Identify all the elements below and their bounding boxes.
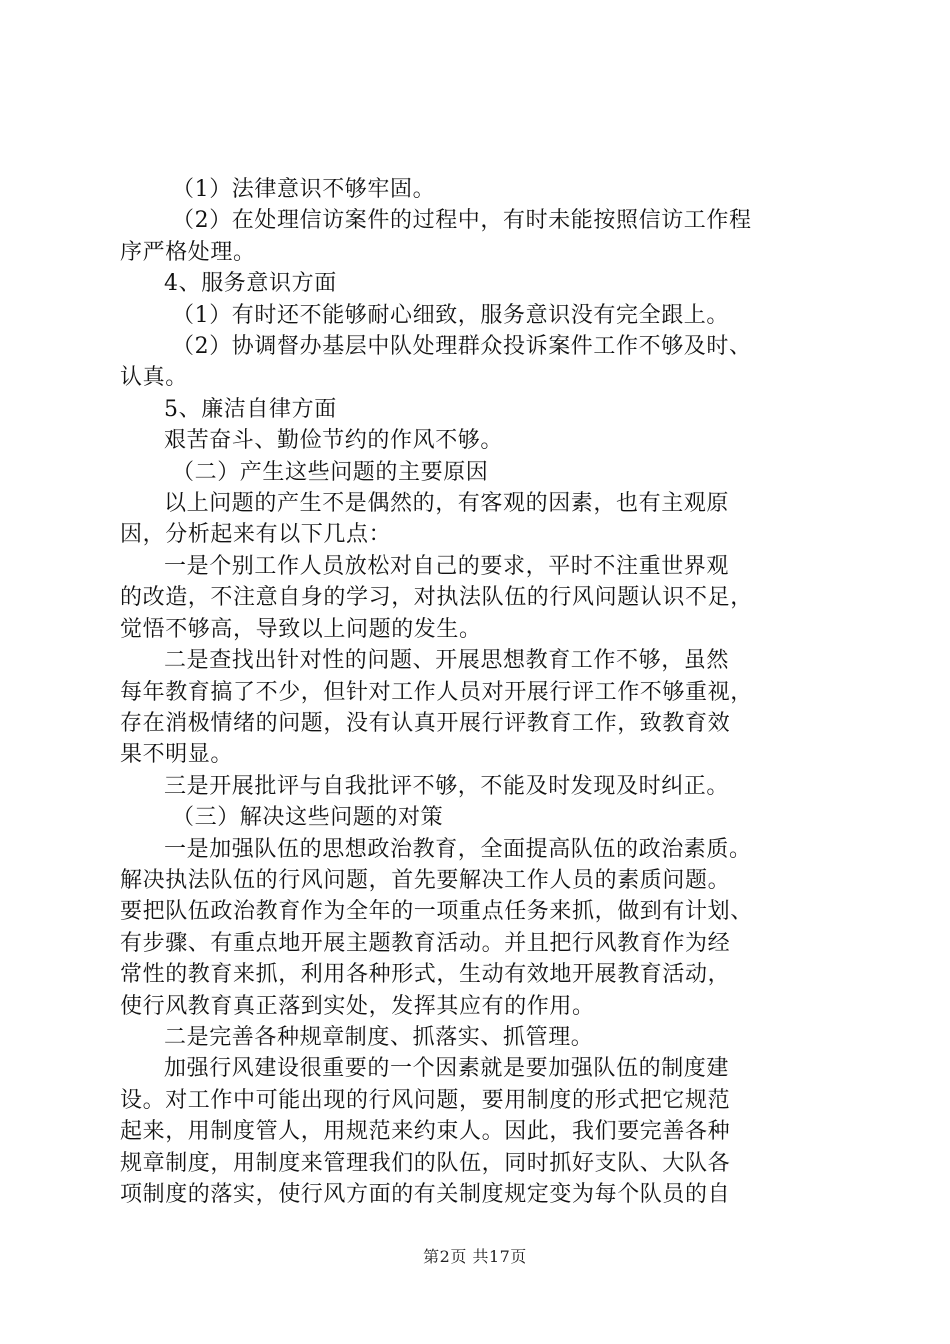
text-line: 常性的教育来抓，利用各种形式，生动有效地开展教育活动， xyxy=(120,962,731,988)
document-body xyxy=(120,174,832,1210)
text-line: 三是开展批评与自我批评不够，不能及时发现及时纠正。 xyxy=(164,773,730,799)
text-line: 一是个别工作人员放松对自己的要求，平时不注重世界观 xyxy=(164,553,730,579)
text-line: 起来，用制度管人，用规范来约束人。因此，我们要完善各种 xyxy=(120,1119,731,1145)
text-line: 艰苦奋斗、勤俭节约的作风不够。 xyxy=(164,428,504,454)
text-line: （2）在处理信访案件的过程中，有时未能按照信访工作程 xyxy=(172,208,752,234)
text-line: 认真。 xyxy=(120,365,188,391)
page-footer: 第2页 共17页 xyxy=(423,1247,527,1266)
text-line: （二）产生这些问题的主要原因 xyxy=(172,459,489,485)
text-line: 序严格处理。 xyxy=(120,239,256,265)
text-line: 以上问题的产生不是偶然的，有客观的因素，也有主观原 xyxy=(164,491,730,517)
text-line: （1）有时还不能够耐心细致，服务意识没有完全跟上。 xyxy=(172,302,729,328)
text-line: 设。对工作中可能出现的行风问题，要用制度的形式把它规范 xyxy=(120,1087,731,1113)
text-line: 规章制度，用制度来管理我们的队伍，同时抓好支队、大队各 xyxy=(120,1150,731,1176)
text-line: 加强行风建设很重要的一个因素就是要加强队伍的制度建 xyxy=(164,1056,730,1082)
text-line: 5、廉洁自律方面 xyxy=(164,396,337,422)
text-line: 解决执法队伍的行风问题，首先要解决工作人员的素质问题。 xyxy=(120,867,731,893)
text-line: 要把队伍政治教育作为全年的一项重点任务来抓，做到有计划、 xyxy=(120,899,753,925)
text-line: 项制度的落实，使行风方面的有关制度规定变为每个队员的自 xyxy=(120,1182,731,1207)
text-line: 存在消极情绪的问题，没有认真开展行评教育工作，致教育效 xyxy=(120,710,731,736)
text-line: 每年教育搞了不少，但针对工作人员对开展行评工作不够重视， xyxy=(120,679,753,705)
text-line: 因，分析起来有以下几点： xyxy=(120,522,392,548)
text-line: （2）协调督办基层中队处理群众投诉案件工作不够及时、 xyxy=(172,334,752,360)
text-line: （1）法律意识不够牢固。 xyxy=(172,177,436,202)
text-line: 使行风教育真正落到实处，发挥其应有的作用。 xyxy=(120,993,595,1019)
text-line: 一是加强队伍的思想政治教育，全面提高队伍的政治素质。 xyxy=(164,836,752,862)
text-line: 有步骤、有重点地开展主题教育活动。并且把行风教育作为经 xyxy=(120,930,731,956)
text-line: 果不明显。 xyxy=(120,742,234,768)
text-line: 的改造，不注意自身的学习，对执法队伍的行风问题认识不足， xyxy=(120,585,753,611)
text-line: （三）解决这些问题的对策 xyxy=(172,805,444,831)
text-line: 二是完善各种规章制度、抓落实、抓管理。 xyxy=(164,1024,594,1050)
text-line: 二是查找出针对性的问题、开展思想教育工作不够，虽然 xyxy=(164,648,730,674)
text-line: 4、服务意识方面 xyxy=(164,271,337,297)
text-line: 觉悟不够高，导致以上问题的发生。 xyxy=(120,616,482,642)
